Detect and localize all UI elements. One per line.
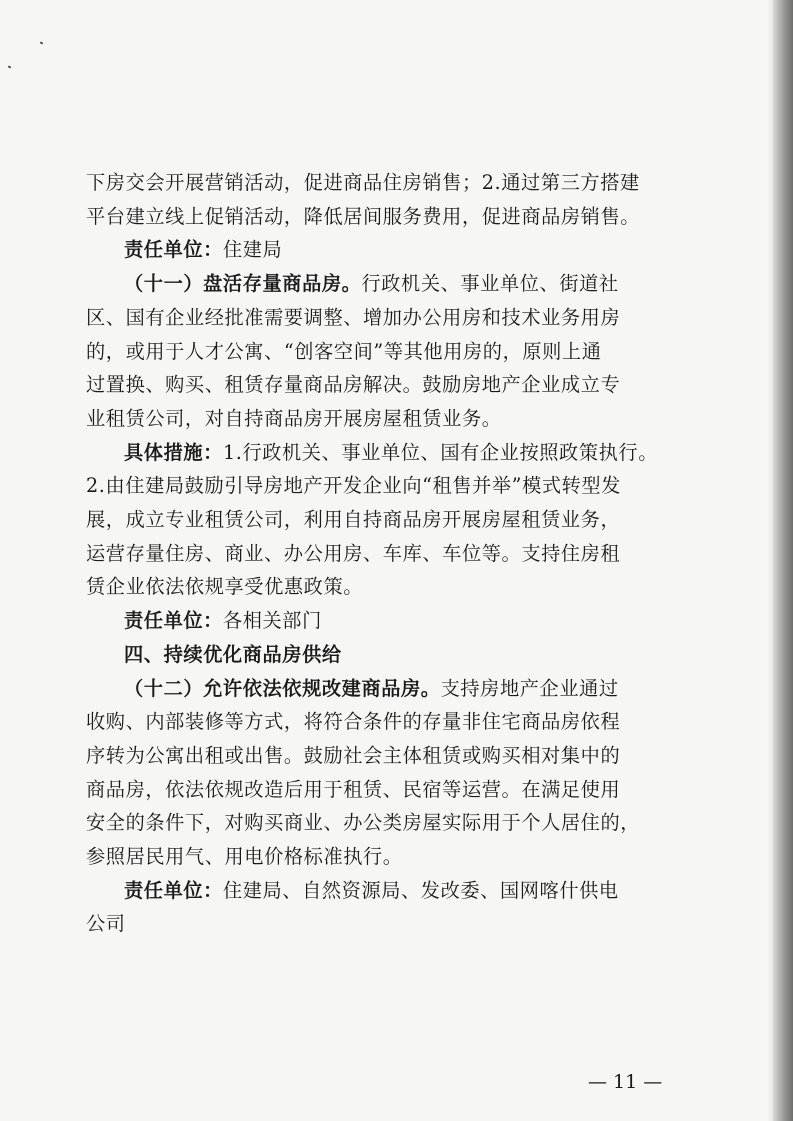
body-line: 收购、内部装修等方式，将符合条件的存量非住宅商品房依程 <box>86 710 621 734</box>
section-eleven-heading-line: （十一）盘活存量商品房。行政机关、事业单位、街道社 <box>124 272 619 296</box>
body-line: 展，成立专业租赁公司，利用自持商品房开展房屋租赁业务， <box>86 508 621 532</box>
page-edge-gradient <box>767 0 773 1121</box>
document-body <box>86 166 686 941</box>
responsible-unit-label: 责任单位： <box>124 878 223 902</box>
body-line: 下房交会开展营销活动，促进商品住房销售；2.通过第三方搭建 <box>86 171 640 194</box>
scan-speck <box>40 41 44 44</box>
section-twelve-heading: （十二）允许依法依规改建商品房。 <box>124 676 441 700</box>
body-line: 公司 <box>86 912 126 936</box>
specific-measures-line: 具体措施：1.行政机关、事业单位、国有企业按照政策执行。 <box>124 440 658 464</box>
body-line: 业租赁公司，对自持商品房开展房屋租赁业务。 <box>86 406 502 430</box>
body-line: 过置换、购买、租赁存量商品房解决。鼓励房地产企业成立专 <box>86 373 621 397</box>
section-four-heading: 四、持续优化商品房供给 <box>124 642 342 666</box>
responsible-unit-line: 责任单位：住建局 <box>124 238 283 262</box>
body-line: 序转为公寓出租或出售。鼓励社会主体租赁或购买相对集中的 <box>86 743 621 767</box>
section-four-heading-line <box>86 638 686 672</box>
body-line: 参照居民用气、用电价格标准执行。 <box>86 845 403 869</box>
responsible-unit-label: 责任单位： <box>124 238 223 262</box>
body-line: 赁企业依法依规享受优惠政策。 <box>86 575 364 599</box>
body-line: 安全的条件下，对购买商业、办公类房屋实际用于个人居住的， <box>86 811 641 835</box>
body-line: 区、国有企业经批准需要调整、增加办公用房和技术业务用房 <box>86 305 621 329</box>
page-number: — 11 — <box>588 1071 663 1093</box>
section-twelve-heading-line: （十二）允许依法依规改建商品房。支持房地产企业通过 <box>124 676 619 700</box>
responsible-unit-line: 责任单位：住建局、自然资源局、发改委、国网喀什供电 <box>124 878 619 902</box>
body-line: 商品房，依法依规改造后用于租赁、民宿等运营。在满足使用 <box>86 777 621 801</box>
body-line: 2.由住建局鼓励引导房地产开发企业向“租售并举”模式转型发 <box>86 474 622 498</box>
responsible-unit-line: 责任单位：各相关部门 <box>124 609 322 633</box>
body-line: 的，或用于人才公寓、“创客空间”等其他用房的，原则上通 <box>86 339 602 363</box>
section-eleven-heading: （十一）盘活存量商品房。 <box>124 272 362 296</box>
specific-measures-label: 具体措施： <box>124 440 223 464</box>
scan-speck <box>8 65 12 68</box>
body-line: 平台建立线上促销活动，降低居间服务费用，促进商品房销售。 <box>86 204 641 228</box>
responsible-unit-label: 责任单位： <box>124 609 223 633</box>
body-line: 运营存量住房、商业、办公用房、车库、车位等。支持住房租 <box>86 541 621 565</box>
page-edge-shadow <box>773 0 793 1121</box>
